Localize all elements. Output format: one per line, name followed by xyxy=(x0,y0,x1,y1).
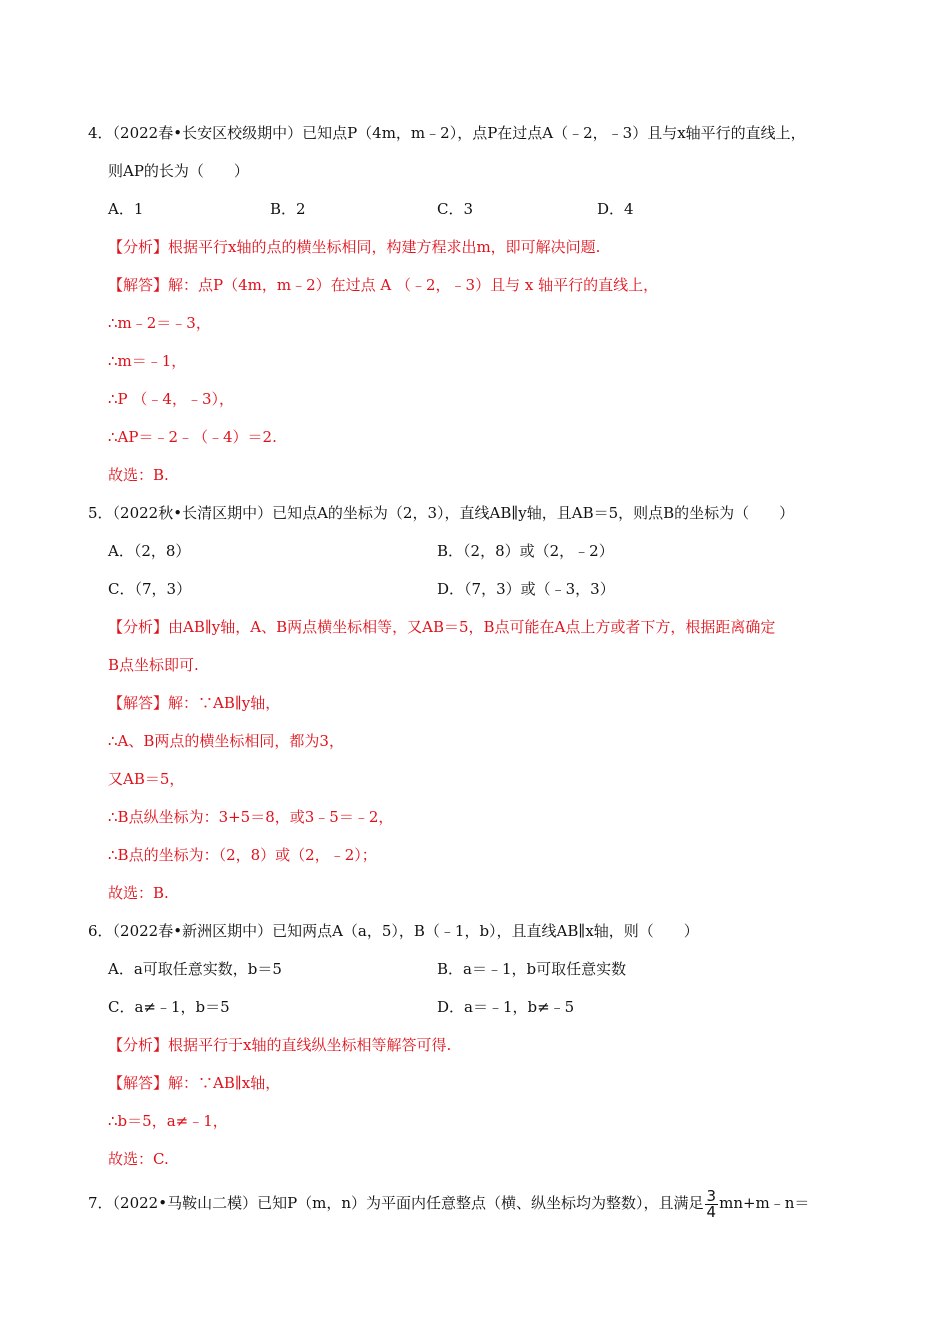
q4-solution-line: ∴m﹣2＝﹣3， xyxy=(108,314,211,332)
q5-analysis-line1: 【分析】由AB∥y轴，A、B两点横坐标相等，又AB＝5，B点可能在A点上方或者下方，根据距离确定 xyxy=(108,618,776,636)
q5-option-d: D．（7，3）或（﹣3，3） xyxy=(437,580,615,598)
q7-stem-suffix: mn+m﹣n＝ xyxy=(719,1194,810,1212)
q5-answer: 故选：B. xyxy=(108,884,169,902)
q6-option-a: A．a可取任意实数，b＝5 xyxy=(108,960,282,978)
q7-stem xyxy=(88,1185,809,1221)
q4-solution-line: ∴m＝﹣1， xyxy=(108,352,187,370)
q5-solution-line: ∴B点的坐标为：（2，8）或（2，﹣2）； xyxy=(108,846,377,864)
q5-stem: 5．（2022秋•长清区期中）已知点A的坐标为（2，3），直线AB∥y轴，且AB＝5，则点B的坐标为（ ） xyxy=(88,504,795,522)
q6-solution-line: ∴b＝5，a≠﹣1， xyxy=(108,1112,228,1130)
q5-solution-line: ∴A、B两点的横坐标相同，都为3， xyxy=(108,732,344,750)
q4-solution-line: ∴P （﹣4，﹣3）， xyxy=(108,390,234,408)
q6-option-c: C．a≠﹣1，b＝5 xyxy=(108,998,230,1016)
q7-stem-prefix: 7．（2022•马鞍山二模）已知P（m，n）为平面内任意整点（横、纵坐标均为整数），且满足 xyxy=(88,1194,704,1212)
q4-option-a: A．1 xyxy=(108,200,144,218)
q5-option-a: A．（2，8） xyxy=(108,542,191,560)
q6-option-d: D．a＝﹣1，b≠﹣5 xyxy=(437,998,575,1016)
q5-solution-line: 【解答】解：∵AB∥y轴， xyxy=(108,694,281,712)
q5-option-b: B．（2，8）或（2，﹣2） xyxy=(437,542,614,560)
q5-solution-line: 又AB＝5， xyxy=(108,770,185,788)
q6-option-b: B．a＝﹣1，b可取任意实数 xyxy=(437,960,627,978)
q7-fraction-denominator: 4 xyxy=(706,1202,717,1221)
q7-fraction xyxy=(705,1186,719,1221)
q6-solution-line: 【解答】解：∵AB∥x轴， xyxy=(108,1074,281,1092)
q7-fraction-numerator: 3 xyxy=(706,1186,717,1205)
q4-option-c: C．3 xyxy=(437,200,474,218)
q5-option-c: C．（7，3） xyxy=(108,580,192,598)
q6-stem: 6．（2022春•新洲区期中）已知两点A（a，5），B（﹣1，b），且直线AB∥x轴，则（ ） xyxy=(88,922,699,940)
q4-solution-line: ∴AP＝﹣2﹣（﹣4）＝2. xyxy=(108,428,277,446)
q4-option-d: D．4 xyxy=(597,200,634,218)
q4-analysis: 【分析】根据平行x轴的点的横坐标相同，构建方程求出m，即可解决问题. xyxy=(108,238,601,256)
q4-option-b: B．2 xyxy=(270,200,306,218)
q5-solution-line: ∴B点纵坐标为：3+5＝8，或3﹣5＝﹣2， xyxy=(108,808,394,826)
q4-stem-line2: 则AP的长为（ ） xyxy=(108,162,249,180)
q4-solution-line: 【解答】解：点P（4m，m﹣2）在过点 A （﹣2，﹣3）且与 x 轴平行的直线上， xyxy=(108,276,659,294)
q6-analysis: 【分析】根据平行于x轴的直线纵坐标相等解答可得. xyxy=(108,1036,452,1054)
q4-stem-line1: 4．（2022春•长安区校级期中）已知点P（4m，m﹣2），点P在过点A（﹣2，﹣3）且与x轴平行的直线上， xyxy=(88,124,806,142)
q4-answer: 故选：B. xyxy=(108,466,169,484)
q6-answer: 故选：C. xyxy=(108,1150,169,1168)
q5-analysis-line2: B点坐标即可. xyxy=(108,656,199,674)
